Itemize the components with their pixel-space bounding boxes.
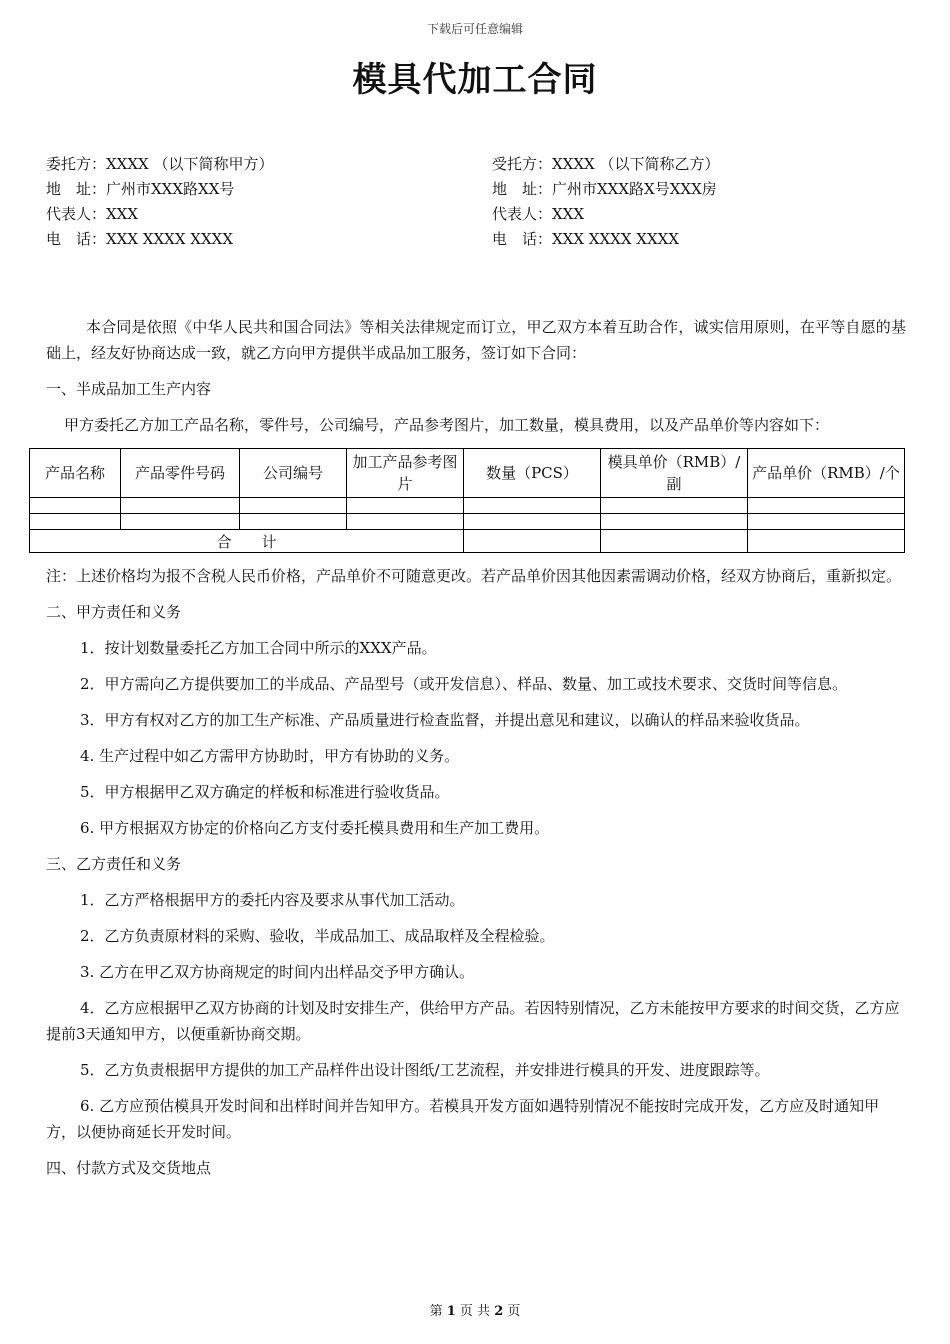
list-item: 6. 甲方根据双方协定的价格向乙方支付委托模具费用和生产加工费用。 — [80, 819, 550, 837]
client-party — [46, 152, 273, 252]
page-footer: 第 1 页 共 2 页 — [429, 1304, 521, 1319]
list-item: 1．按计划数量委托乙方加工合同中所示的XXX产品。 — [80, 639, 437, 657]
list-item: 6. 乙方应预估模具开发时间和出样时间并告知甲方。若模具开发方面如遇特别情况不能按时完成开发，乙方应及时通知甲方，以便协商延长开发时间。 — [46, 1097, 880, 1141]
col-quantity: 数量（PCS） — [464, 449, 601, 498]
table-row — [30, 498, 905, 514]
list-item: 2．乙方负责原材料的采购、验收，半成品加工、成品取样及全程检验。 — [80, 927, 555, 945]
contractor-party — [492, 152, 719, 252]
col-company-code: 公司编号 — [240, 449, 347, 498]
col-part-number: 产品零件号码 — [121, 449, 240, 498]
list-item: 4. 生产过程中如乙方需甲方协助时，甲方有协助的义务。 — [80, 747, 460, 765]
list-item: 4．乙方应根据甲乙双方协商的计划及时安排生产，供给甲方产品。若因特别情况，乙方未能按甲方要求的时间交货，乙方应提前3天通知甲方，以便重新协商交期。 — [46, 999, 900, 1043]
list-item: 3．甲方有权对乙方的加工生产标准、产品质量进行检查监督，并提出意见和建议，以确认的样品来验收货品。 — [80, 711, 810, 729]
list-item: 1．乙方严格根据甲方的委托内容及要求从事代加工活动。 — [80, 891, 465, 909]
header-note: 下载后可任意编辑 — [426, 22, 523, 36]
client-phone: 电 话：XXX XXXX XXXX — [46, 230, 234, 248]
total-page-number: 2 — [494, 1304, 504, 1319]
section1-text: 甲方委托乙方加工产品名称，零件号，公司编号，产品参考图片，加工数量，模具费用，以及产品单价等内容如下： — [64, 416, 830, 434]
section2-heading: 二、甲方责任和义务 — [46, 603, 182, 621]
contractor-address: 地 址：广州市XXX路X号XXX房 — [492, 180, 717, 198]
list-item: 2．甲方需向乙方提供要加工的半成品、产品型号（或开发信息）、样品、数量、加工或技术要求、交货时间等信息。 — [80, 675, 848, 693]
contractor-representative: 代表人：XXX — [492, 205, 585, 223]
col-mold-price: 模具单价（RMB）/副 — [601, 449, 748, 498]
list-item: 3. 乙方在甲乙双方协商规定的时间内出样品交予甲方确认。 — [80, 963, 475, 981]
section4-heading: 四、付款方式及交货地点 — [46, 1159, 212, 1177]
table-row — [30, 514, 905, 530]
contractor-name: 受托方：XXXX （以下简称乙方） — [492, 155, 720, 173]
contract-body — [46, 314, 906, 1191]
col-product-name: 产品名称 — [30, 449, 121, 498]
client-representative: 代表人：XXX — [46, 205, 139, 223]
product-table — [29, 448, 905, 553]
total-label: 合 计 — [30, 530, 464, 553]
current-page-number: 1 — [446, 1304, 456, 1319]
list-item: 5．乙方负责根据甲方提供的加工产品样件出设计图纸/工艺流程，并安排进行模具的开发、进度跟踪等。 — [80, 1061, 770, 1079]
price-note: 注：上述价格均为报不含税人民币价格，产品单价不可随意更改。若产品单价因其他因素需调动价格，经双方协商后，重新拟定。 — [46, 567, 902, 585]
section1-heading: 一、半成品加工生产内容 — [46, 380, 212, 398]
table-total-row — [30, 530, 905, 553]
document-title: 模具代加工合同 — [352, 60, 598, 100]
contractor-phone: 电 话：XXX XXXX XXXX — [492, 230, 680, 248]
client-name: 委托方：XXXX （以下简称甲方） — [46, 155, 274, 173]
client-address: 地 址：广州市XXX路XX号 — [46, 180, 235, 198]
intro-paragraph: 本合同是依照《中华人民共和国合同法》等相关法律规定而订立，甲乙双方本着互助合作，诚实信用原则，在平等自愿的基础上，经友好协商达成一致，就乙方向甲方提供半成品加工服务，签订如下合同： — [46, 318, 906, 362]
section3-heading: 三、乙方责任和义务 — [46, 855, 182, 873]
col-reference-image: 加工产品参考图片 — [347, 449, 464, 498]
table-header-row — [30, 449, 905, 498]
list-item: 5．甲方根据甲乙双方确定的样板和标准进行验收货品。 — [80, 783, 450, 801]
col-unit-price: 产品单价（RMB）/个 — [748, 449, 905, 498]
